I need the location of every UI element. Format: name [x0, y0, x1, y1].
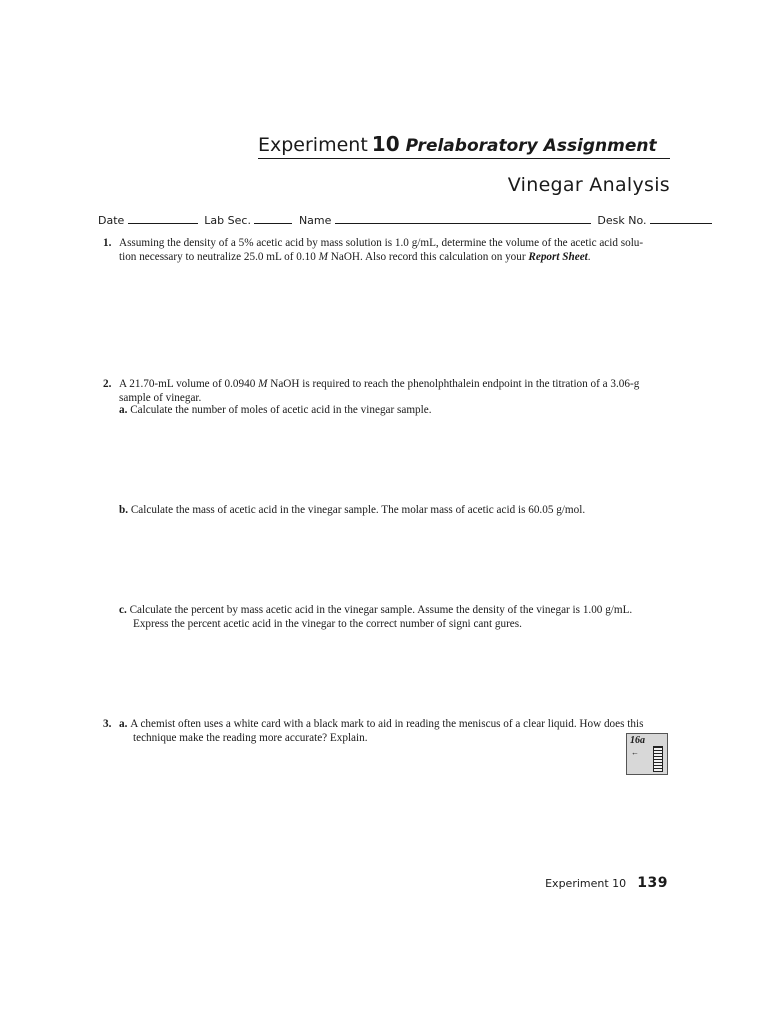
page-number: 139	[637, 875, 668, 891]
question-number: 2.	[103, 378, 112, 390]
desk-no-field[interactable]	[650, 214, 712, 224]
date-field[interactable]	[128, 214, 198, 224]
question-text	[119, 378, 674, 405]
page-footer	[545, 872, 668, 891]
question-text	[119, 237, 674, 264]
page-subtitle: Vinegar Analysis	[507, 174, 670, 196]
lab-sec-field[interactable]	[254, 214, 292, 224]
figure-label: 16a	[630, 735, 645, 746]
subquestion-2a: a. Calculate the number of moles of acetic acid in the vinegar sample.	[119, 404, 432, 416]
title-rule	[258, 158, 670, 159]
subquestion-2c: c. Calculate the percent by mass acetic acid in the vinegar sample. Assume the density of the vinegar is 1.00 g/mL. Express the percent acetic acid in the vinegar to the correct number of signi cant gures.	[119, 604, 633, 630]
experiment-label: Experiment	[258, 134, 368, 156]
question-number: 3.	[103, 718, 112, 730]
assignment-title: Prelaboratory Assignment	[405, 136, 657, 156]
student-info-row	[98, 214, 670, 227]
question-line: tion necessary to neutralize 25.0 mL of 0.10 M NaOH. Also record this calculation on your Report Sheet.	[119, 250, 591, 263]
technique-figure-icon	[626, 733, 668, 775]
footer-label: Experiment 10	[545, 877, 627, 890]
lab-sec-label: Lab Sec.	[204, 214, 251, 227]
buret-scale-icon	[653, 746, 663, 772]
date-label: Date	[98, 214, 125, 227]
subquestion-2b: b. Calculate the mass of acetic acid in the vinegar sample. The molar mass of acetic acid is 60.05 g/mol.	[119, 504, 586, 516]
name-label: Name	[298, 214, 332, 227]
desk-no-label: Desk No.	[597, 214, 647, 227]
question-line: A 21.70-mL volume of 0.0940 M NaOH is required to reach the phenolphthalein endpoint in the titration of a 3.06-g	[119, 378, 640, 390]
subquestion-3a: a. A chemist often uses a white card with a black mark to aid in reading the meniscus of a clear liquid. How does this technique make the reading more accurate? Explain.	[119, 718, 644, 744]
name-field[interactable]	[335, 214, 591, 224]
question-line: Assuming the density of a 5% acetic acid by mass solution is 1.0 g/mL, determine the volume of the acetic acid solu-	[119, 237, 644, 249]
experiment-number: 10	[371, 132, 400, 156]
question-line: sample of vinegar.	[119, 391, 202, 404]
question-number: 1.	[103, 237, 112, 249]
arrow-left-icon: ←	[631, 748, 639, 757]
page-title	[258, 132, 670, 160]
